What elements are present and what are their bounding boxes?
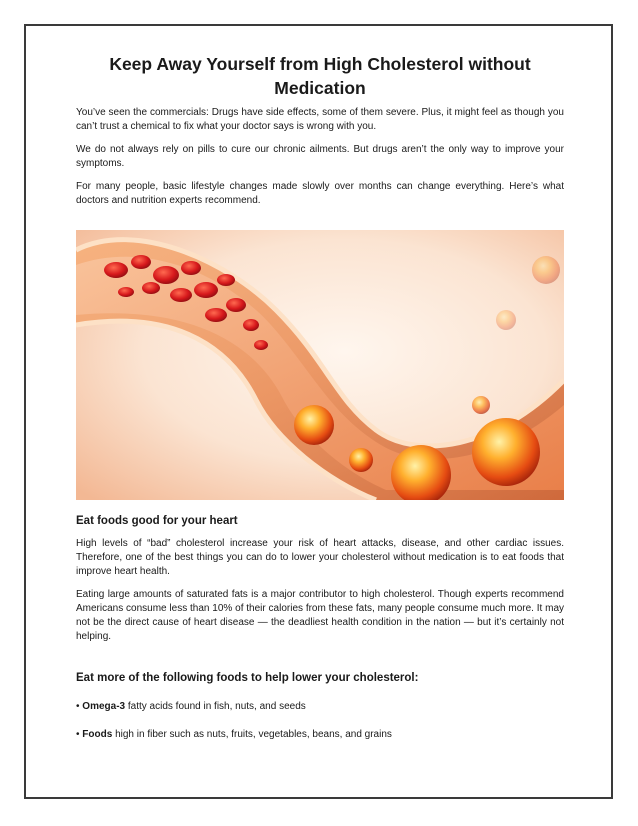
artery-illustration	[76, 230, 564, 500]
section1-paragraph-2: Eating large amounts of saturated fats is a major contributor to high cholesterol. Though experts recommend Americans consume less than 10% of their calories from these fats, many people consume much more. It may not be the direct cause of heart disease — the deadliest health condition in the nation — but it’s certainly not helping.	[76, 589, 564, 642]
bullet-text: fatty acids found in fish, nuts, and seeds	[125, 701, 306, 712]
bullet-text: high in fiber such as nuts, fruits, vegetables, beans, and grains	[112, 729, 392, 740]
body-block	[76, 513, 564, 742]
bullet-bold-term: Omega-3	[82, 701, 126, 712]
section-heading-heart-foods: Eat foods good for your heart	[76, 515, 238, 527]
bullet-marker: •	[76, 729, 80, 740]
bullet-bold-term: Foods	[82, 729, 113, 740]
section1-paragraph-1: High levels of “bad” cholesterol increase your risk of heart attacks, disease, and other cardiac issues. Therefore, one of the best things you can do to lower your cholesterol without medication is to eat foods that improve heart health.	[76, 538, 564, 577]
intro-paragraph-3: For many people, basic lifestyle changes made slowly over months can change everything. Here’s what doctors and nutrition experts recommend.	[76, 181, 564, 206]
bullet-marker: •	[76, 701, 80, 712]
intro-paragraph-1: You’ve seen the commercials: Drugs have side effects, some of them severe. Plus, it might feel as though you can’t trust a chemical to fix what your doctor says is wrong with you.	[76, 107, 564, 132]
page-title: Keep Away Yourself from High Cholesterol without Medication	[109, 54, 531, 98]
intro-block	[76, 52, 564, 208]
list-item	[76, 700, 564, 714]
list-item	[76, 728, 564, 742]
section-heading-lower-cholesterol: Eat more of the following foods to help lower your cholesterol:	[76, 672, 419, 684]
intro-paragraph-2: We do not always rely on pills to cure our chronic ailments. But drugs aren’t the only way to improve your symptoms.	[76, 144, 564, 169]
